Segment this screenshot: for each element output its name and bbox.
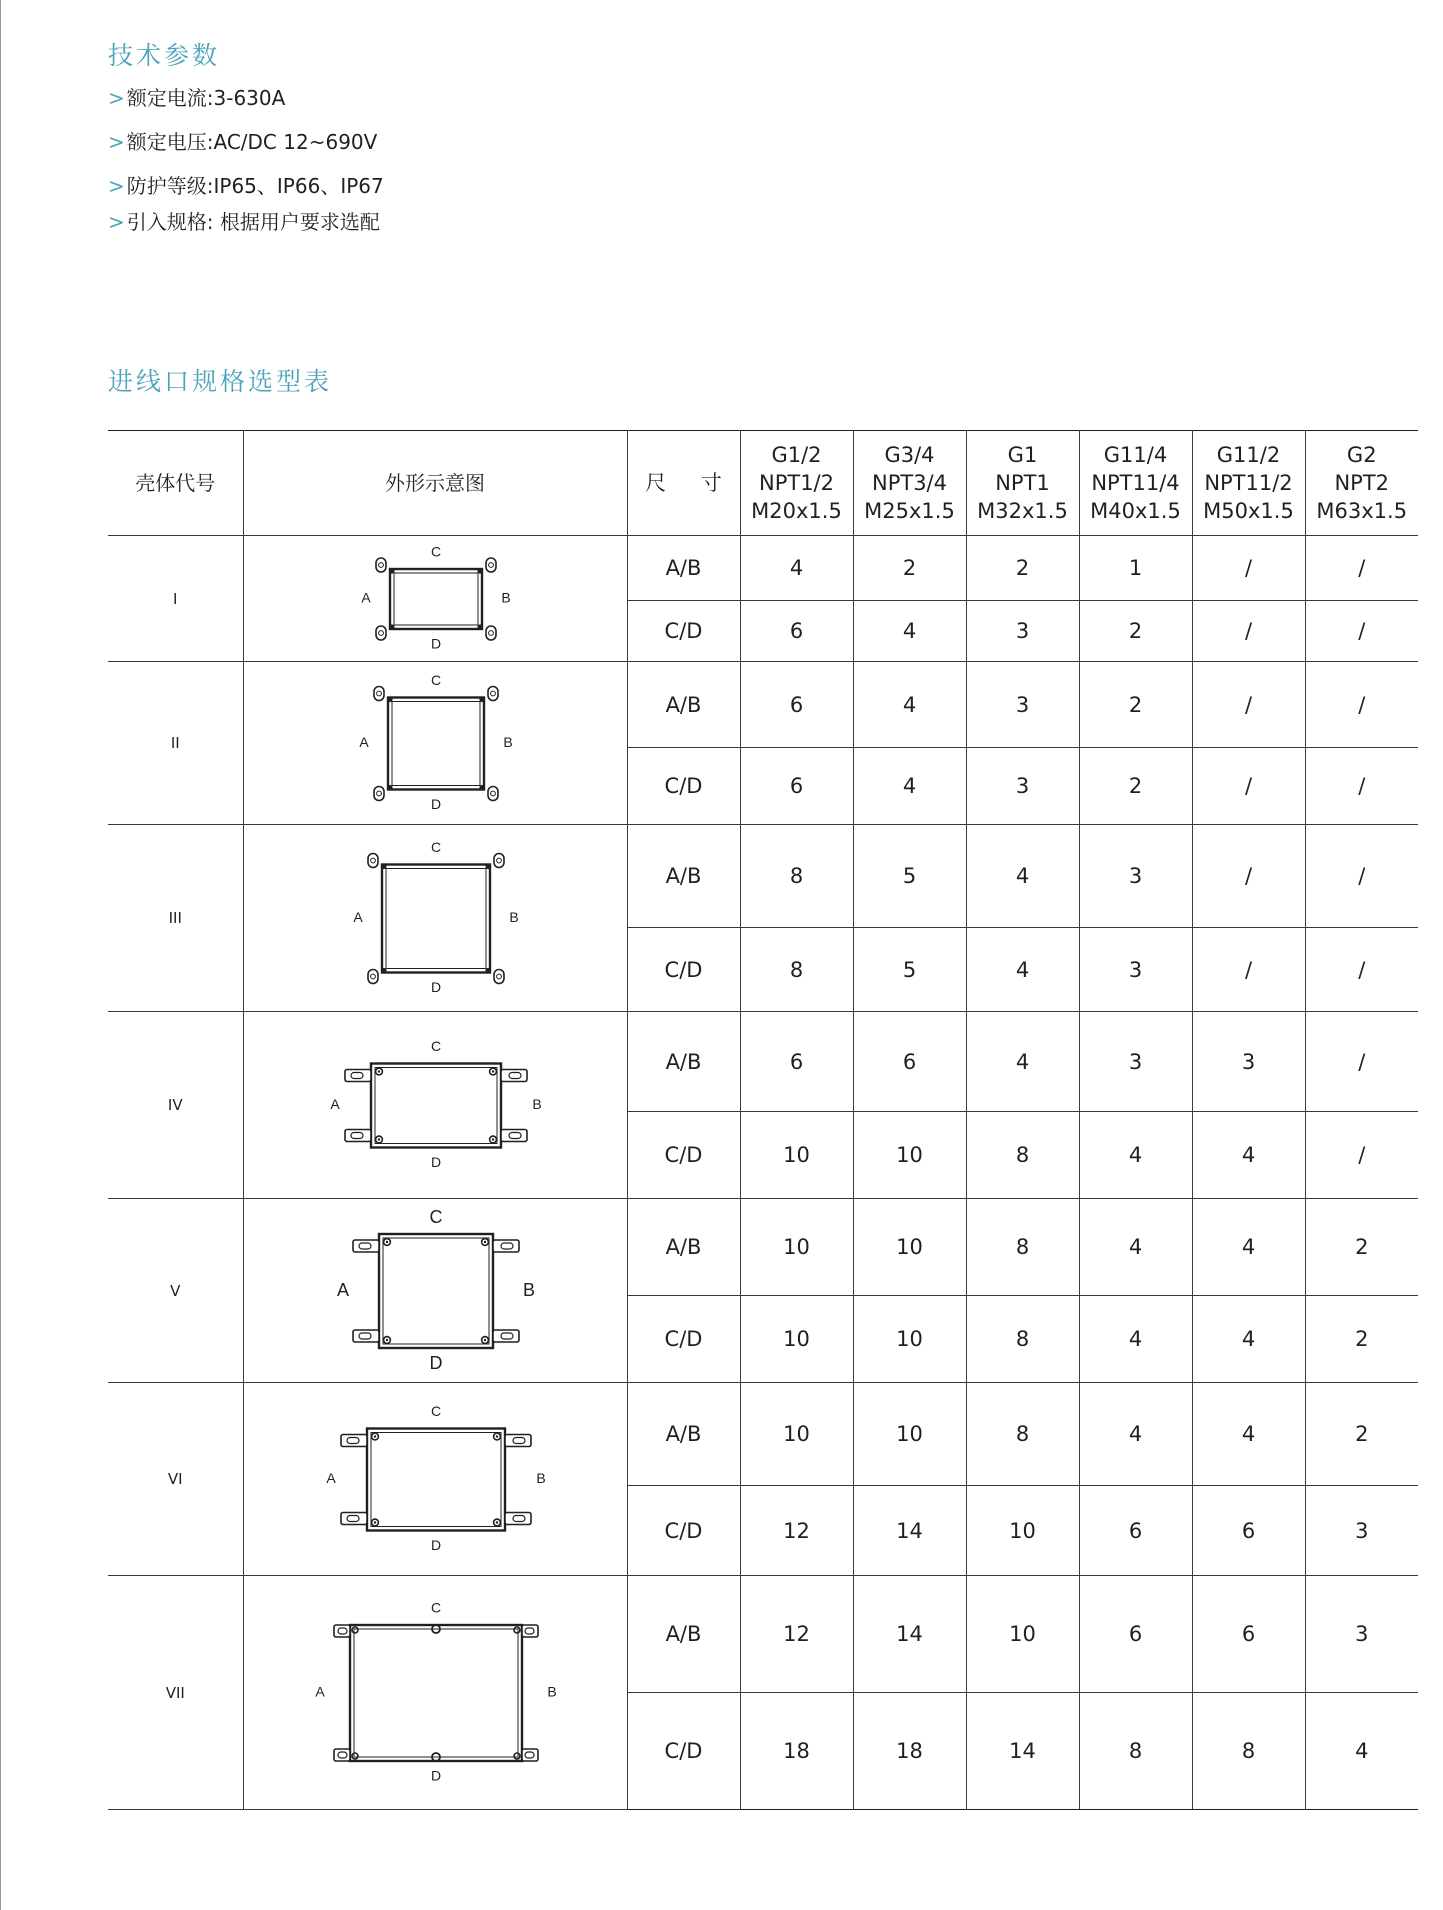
thread-spec: G1/2 [771,443,822,467]
entry-count: / [1305,662,1418,748]
enclosure-inner-line [371,1432,501,1526]
side-label-a: A [314,1683,325,1700]
side-pair: A/B [627,1199,740,1296]
entry-count: 8 [966,1199,1079,1296]
screw-center-icon [373,1521,375,1523]
mounting-tab-icon [505,1512,531,1524]
mounting-tab-icon [334,1749,350,1761]
entry-count: / [1192,825,1305,928]
entry-count: 4 [1192,1296,1305,1383]
entry-count: 4 [853,662,966,748]
side-label-b: B [502,733,513,750]
entry-count: / [1192,662,1305,748]
entry-count: 10 [853,1383,966,1486]
entry-count: 6 [1079,1576,1192,1693]
mounting-tab-icon [341,1434,367,1446]
tech-params-title: 技术参数 [108,41,221,70]
screw-icon [352,1627,358,1633]
table-row [108,1012,1418,1112]
mounting-lug-icon [486,558,496,572]
screw-icon [389,624,394,629]
enclosure-diagram [244,1013,628,1198]
side-label-a: A [329,1095,340,1112]
side-label-a: A [336,1279,349,1300]
entry-count: 4 [1192,1112,1305,1199]
screw-center-icon [385,1240,387,1242]
side-label-c: C [430,543,441,560]
tech-params-list [108,82,384,232]
entry-count: / [1305,536,1418,601]
enclosure-shape [243,1383,627,1576]
entry-count: 8 [966,1112,1079,1199]
side-pair: A/B [627,825,740,928]
side-label-c: C [430,1599,441,1616]
entry-count: 2 [853,536,966,601]
screw-center-icon [491,1070,493,1072]
enclosure-shape [243,662,627,825]
entry-count: 6 [740,662,853,748]
entry-count: 3 [966,601,1079,662]
screw-center-icon [483,1240,485,1242]
entry-count: 1 [1079,536,1192,601]
entry-count: 10 [853,1199,966,1296]
screw-center-icon [385,1338,387,1340]
entry-count: / [1305,825,1418,928]
spec-table-title: 进线口规格选型表 [108,367,333,396]
thread-spec: NPT11/4 [1091,471,1180,495]
side-label-b: B [535,1469,546,1486]
screw-icon [381,967,386,972]
mounting-lug-icon [488,686,498,700]
screw-center-icon [491,1138,493,1140]
enclosure-diagram [244,1200,628,1382]
entry-count: 18 [853,1693,966,1810]
thread-spec: G11/2 [1216,443,1281,467]
screw-center-icon [373,1435,375,1437]
entry-count: 10 [853,1112,966,1199]
mounting-tab-icon [353,1240,379,1252]
bullet-icon: > [108,210,125,234]
header-thread-col-2 [853,431,966,536]
side-label-d: D [430,1536,441,1553]
entry-count: / [1305,601,1418,662]
thread-spec: G1 [1007,443,1038,467]
screw-icon [352,1753,358,1759]
entry-count: 4 [853,748,966,825]
screw-icon [485,863,490,868]
enclosure-diagram [244,537,628,661]
enclosure-outline [371,1063,501,1147]
side-label-b: B [531,1095,542,1112]
entry-count: 2 [1305,1383,1418,1486]
entry-count: 3 [966,748,1079,825]
screw-icon [485,967,490,972]
entry-count: / [1305,1012,1418,1112]
entry-count: 3 [1079,928,1192,1012]
side-label-d: D [430,1153,441,1170]
thread-spec: G3/4 [884,443,935,467]
table-row [108,536,1418,601]
mounting-tab-icon [505,1434,531,1446]
enclosure-diagram [244,1577,628,1809]
table-header-row [108,431,1418,536]
header-code: 壳体代号 [108,431,243,536]
header-shape: 外形示意图 [243,431,627,536]
entry-count: 4 [966,928,1079,1012]
entry-count: 4 [1079,1296,1192,1383]
thread-spec: M32x1.5 [977,499,1068,523]
param-text: 引入规格: 根据用户要求选配 [126,210,380,234]
thread-spec: M63x1.5 [1316,499,1408,523]
side-pair: C/D [627,1296,740,1383]
screw-icon [514,1627,520,1633]
thread-spec: M20x1.5 [751,499,842,523]
thread-spec: G11/4 [1103,443,1168,467]
side-label-b: B [522,1279,535,1300]
enclosure-outline [379,1234,493,1348]
entry-count: 14 [966,1693,1079,1810]
entry-count: 14 [853,1576,966,1693]
mounting-lug-icon [374,686,384,700]
screw-icon [479,696,484,701]
header-thread-col-4 [1079,431,1192,536]
side-label-a: A [352,908,363,925]
mounting-tab-icon [493,1330,519,1342]
mounting-lug-icon [376,558,386,572]
enclosure-inner-line [394,573,478,625]
side-label-b: B [546,1683,557,1700]
thread-spec: NPT1 [995,471,1050,495]
entry-count: 2 [1305,1199,1418,1296]
side-label-a: A [325,1469,336,1486]
enclosure-inner-line [383,1238,489,1344]
thread-spec: NPT11/2 [1204,471,1293,495]
side-pair: C/D [627,928,740,1012]
thread-spec: NPT3/4 [872,471,947,495]
side-label-a: A [358,733,369,750]
entry-count: 4 [1192,1199,1305,1296]
enclosure-code: VII [108,1576,243,1810]
thread-spec: G2 [1346,443,1377,467]
side-pair: C/D [627,1112,740,1199]
mounting-lug-icon [494,853,504,867]
param-item-current [108,88,384,108]
entry-count: 4 [853,601,966,662]
entry-count: 4 [1192,1383,1305,1486]
entry-count: 3 [1079,825,1192,928]
table-row [108,825,1418,928]
enclosure-code: II [108,662,243,825]
side-pair: A/B [627,1012,740,1112]
thread-spec: NPT2 [1334,471,1390,495]
entry-count: 12 [740,1576,853,1693]
entry-count: 4 [1079,1383,1192,1486]
screw-icon [389,568,394,573]
entry-count: / [1305,928,1418,1012]
screw-icon [479,784,484,789]
header-size: 尺 寸 [627,431,740,536]
side-label-b: B [508,908,519,925]
param-text: 防护等级:IP65、IP66、IP67 [126,174,384,198]
entry-count: 3 [1305,1486,1418,1576]
enclosure-shape [243,1199,627,1383]
entry-count: 5 [853,928,966,1012]
side-pair: C/D [627,748,740,825]
side-label-c: C [430,1037,441,1054]
enclosure-outline [388,697,484,789]
screw-icon [381,863,386,868]
entry-count: 5 [853,825,966,928]
entry-count: 8 [966,1383,1079,1486]
enclosure-code: III [108,825,243,1012]
screw-icon [514,1753,520,1759]
enclosure-inner-line [392,701,480,785]
side-label-d: D [429,1352,442,1373]
param-item-entry [108,212,384,232]
side-label-d: D [430,978,441,995]
entry-count: 10 [853,1296,966,1383]
enclosure-outline [350,1625,522,1761]
entry-count: 2 [1079,748,1192,825]
header-thread-col-5 [1192,431,1305,536]
side-label-c: C [429,1206,442,1227]
enclosure-code: VI [108,1383,243,1576]
mounting-tab-icon [334,1625,350,1637]
entry-count: 4 [1079,1112,1192,1199]
screw-icon [477,624,482,629]
header-thread-col-6 [1305,431,1418,536]
screw-center-icon [377,1138,379,1140]
enclosure-inner-line [375,1067,497,1143]
enclosure-outline [382,864,490,972]
screw-icon [387,696,392,701]
spec-table [108,430,1418,1810]
entry-count: 2 [1079,601,1192,662]
param-item-voltage [108,132,384,152]
mounting-tab-icon [501,1129,527,1141]
enclosure-inner-line [386,868,486,968]
entry-count: 10 [966,1576,1079,1693]
param-text: 额定电压:AC/DC 12~690V [126,130,378,154]
screw-icon [387,784,392,789]
enclosure-shape [243,1576,627,1810]
side-pair: C/D [627,1486,740,1576]
thread-spec: NPT1/2 [759,471,834,495]
enclosure-code: I [108,536,243,662]
entry-count: / [1305,748,1418,825]
table-body [108,536,1418,1810]
entry-count: 10 [740,1199,853,1296]
enclosure-shape [243,825,627,1012]
thread-spec: M40x1.5 [1090,499,1181,523]
entry-count: 4 [1079,1199,1192,1296]
entry-count: 10 [740,1383,853,1486]
side-pair: A/B [627,1576,740,1693]
mounting-tab-icon [501,1069,527,1081]
header-thread-col-3 [966,431,1079,536]
entry-count: 6 [853,1012,966,1112]
side-pair: A/B [627,662,740,748]
enclosure-diagram [244,1384,628,1575]
bullet-icon: > [108,86,125,110]
table-row [108,1199,1418,1296]
mounting-tab-icon [493,1240,519,1252]
side-label-d: D [430,1767,441,1784]
entry-count: 4 [1305,1693,1418,1810]
table-row [108,1576,1418,1693]
entry-count: 14 [853,1486,966,1576]
side-label-b: B [500,589,511,606]
mounting-lug-icon [368,969,378,983]
param-text: 额定电流:3-630A [126,86,286,110]
enclosure-code: V [108,1199,243,1383]
entry-count: / [1192,748,1305,825]
mounting-lug-icon [376,626,386,640]
table-row [108,1383,1418,1486]
enclosure-inner-line [354,1629,518,1757]
entry-count: / [1192,601,1305,662]
enclosure-code: IV [108,1012,243,1199]
side-pair: A/B [627,1383,740,1486]
mounting-lug-icon [368,853,378,867]
entry-count: 3 [1192,1012,1305,1112]
side-label-c: C [430,1402,441,1419]
entry-count: 18 [740,1693,853,1810]
side-pair: C/D [627,1693,740,1810]
mounting-tab-icon [345,1069,371,1081]
side-label-d: D [430,635,441,652]
entry-count: 6 [740,601,853,662]
entry-count: 10 [966,1486,1079,1576]
screw-center-icon [483,1338,485,1340]
mounting-lug-icon [494,969,504,983]
side-label-c: C [430,838,441,855]
enclosure-outline [367,1428,505,1530]
screw-icon [477,568,482,573]
entry-count: 2 [966,536,1079,601]
entry-count: 10 [740,1296,853,1383]
enclosure-shape [243,1012,627,1199]
page-left-rule [0,0,1,1910]
mounting-lug-icon [488,786,498,800]
thread-spec: M25x1.5 [864,499,955,523]
mounting-tab-icon [341,1512,367,1524]
entry-count: 6 [1079,1486,1192,1576]
entry-count: 12 [740,1486,853,1576]
entry-count: / [1305,1112,1418,1199]
side-pair: A/B [627,536,740,601]
entry-count: / [1192,536,1305,601]
side-label-a: A [360,589,371,606]
enclosure-diagram [244,826,628,1011]
bullet-icon: > [108,174,125,198]
entry-count: 8 [1192,1693,1305,1810]
mounting-lug-icon [486,626,496,640]
enclosure-diagram [244,663,628,824]
mounting-tab-icon [353,1330,379,1342]
entry-count: 8 [740,928,853,1012]
entry-count: / [1192,928,1305,1012]
entry-count: 6 [740,1012,853,1112]
thread-spec: M50x1.5 [1203,499,1294,523]
entry-count: 4 [966,825,1079,928]
entry-count: 10 [740,1112,853,1199]
entry-count: 4 [740,536,853,601]
side-label-d: D [430,795,441,812]
entry-count: 6 [1192,1576,1305,1693]
side-label-c: C [430,671,441,688]
entry-count: 2 [1305,1296,1418,1383]
entry-count: 3 [966,662,1079,748]
mounting-lug-icon [374,786,384,800]
screw-center-icon [377,1070,379,1072]
entry-count: 8 [740,825,853,928]
enclosure-shape [243,536,627,662]
entry-count: 3 [1305,1576,1418,1693]
table-row [108,662,1418,748]
param-item-protection [108,176,384,196]
entry-count: 8 [1079,1693,1192,1810]
screw-center-icon [495,1435,497,1437]
mounting-tab-icon [345,1129,371,1141]
screw-center-icon [495,1521,497,1523]
entry-count: 3 [1079,1012,1192,1112]
enclosure-outline [390,569,482,629]
entry-count: 4 [966,1012,1079,1112]
entry-count: 6 [740,748,853,825]
bullet-icon: > [108,130,125,154]
entry-count: 2 [1079,662,1192,748]
entry-count: 8 [966,1296,1079,1383]
header-thread-col-1 [740,431,853,536]
side-pair: C/D [627,601,740,662]
entry-count: 6 [1192,1486,1305,1576]
